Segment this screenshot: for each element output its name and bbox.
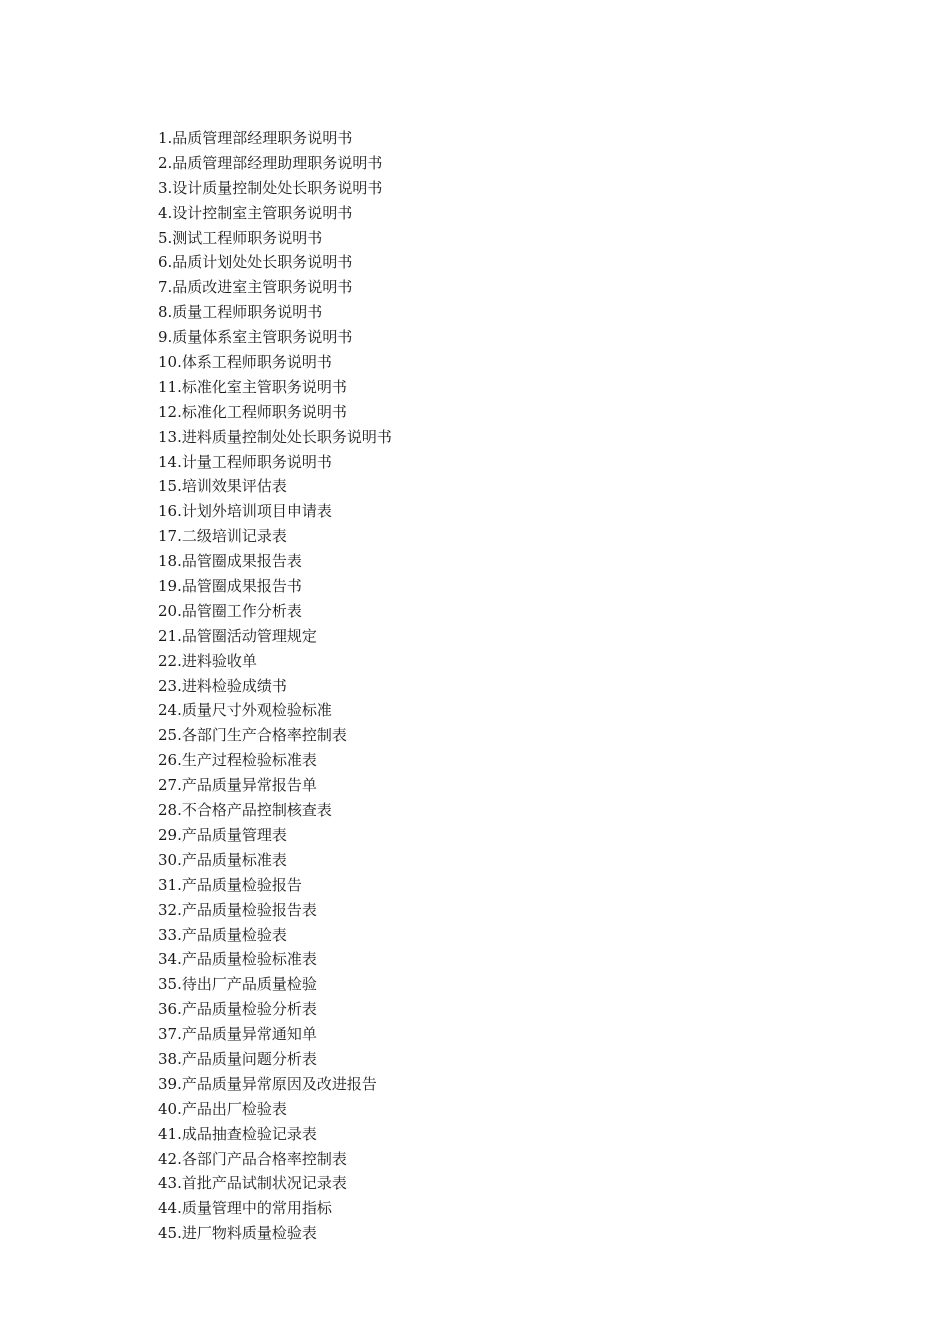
list-item: 19.品管圈成果报告书 (158, 577, 302, 596)
list-item: 30.产品质量标准表 (158, 850, 287, 869)
list-item: 29.产品质量管理表 (158, 825, 287, 844)
list-item: 13.进料质量控制处处长职务说明书 (158, 427, 392, 446)
list-item: 17.二级培训记录表 (158, 527, 287, 546)
list-item: 10.体系工程师职务说明书 (158, 353, 332, 372)
list-item: 25.各部门生产合格率控制表 (158, 726, 347, 745)
list-item: 3.设计质量控制处处长职务说明书 (158, 178, 383, 197)
list-item: 22.进料验收单 (158, 651, 257, 670)
list-item: 32.产品质量检验报告表 (158, 900, 317, 919)
list-item: 41.成品抽查检验记录表 (158, 1124, 317, 1143)
list-item: 40.产品出厂检验表 (158, 1099, 287, 1118)
list-item: 37.产品质量异常通知单 (158, 1025, 317, 1044)
list-item: 8.质量工程师职务说明书 (158, 303, 323, 322)
list-item: 45.进厂物料质量检验表 (158, 1224, 317, 1243)
list-item: 21.品管圈活动管理规定 (158, 626, 317, 645)
document-item-list (158, 126, 392, 1246)
list-item: 9.质量体系室主管职务说明书 (158, 328, 353, 347)
list-item: 16.计划外培训项目申请表 (158, 502, 332, 521)
list-item: 33.产品质量检验表 (158, 925, 287, 944)
list-item: 44.质量管理中的常用指标 (158, 1199, 332, 1218)
list-item: 35.待出厂产品质量检验 (158, 975, 317, 994)
list-item: 42.各部门产品合格率控制表 (158, 1149, 347, 1168)
list-item: 11.标准化室主管职务说明书 (158, 377, 347, 396)
list-item: 23.进料检验成绩书 (158, 676, 287, 695)
list-item: 36.产品质量检验分析表 (158, 1000, 317, 1019)
list-item: 26.生产过程检验标准表 (158, 751, 317, 770)
list-item: 27.产品质量异常报告单 (158, 776, 317, 795)
list-item: 14.计量工程师职务说明书 (158, 452, 332, 471)
list-item: 18.品管圈成果报告表 (158, 552, 302, 571)
list-item: 38.产品质量问题分析表 (158, 1049, 317, 1068)
list-item: 7.品质改进室主管职务说明书 (158, 278, 353, 297)
list-item: 34.产品质量检验标准表 (158, 950, 317, 969)
list-item: 28.不合格产品控制核查表 (158, 801, 332, 820)
list-item: 4.设计控制室主管职务说明书 (158, 203, 353, 222)
list-item: 43.首批产品试制状况记录表 (158, 1174, 347, 1193)
list-item: 12.标准化工程师职务说明书 (158, 402, 347, 421)
list-item: 1.品质管理部经理职务说明书 (158, 129, 353, 147)
list-item: 20.品管圈工作分析表 (158, 601, 302, 620)
list-item: 2.品质管理部经理助理职务说明书 (158, 153, 383, 172)
list-item: 15.培训效果评估表 (158, 477, 287, 496)
list-item: 5.测试工程师职务说明书 (158, 228, 323, 247)
list-item: 31.产品质量检验报告 (158, 875, 302, 894)
list-item: 6.品质计划处处长职务说明书 (158, 253, 353, 272)
list-item: 24.质量尺寸外观检验标准 (158, 701, 332, 720)
list-item: 39.产品质量异常原因及改进报告 (158, 1074, 377, 1093)
